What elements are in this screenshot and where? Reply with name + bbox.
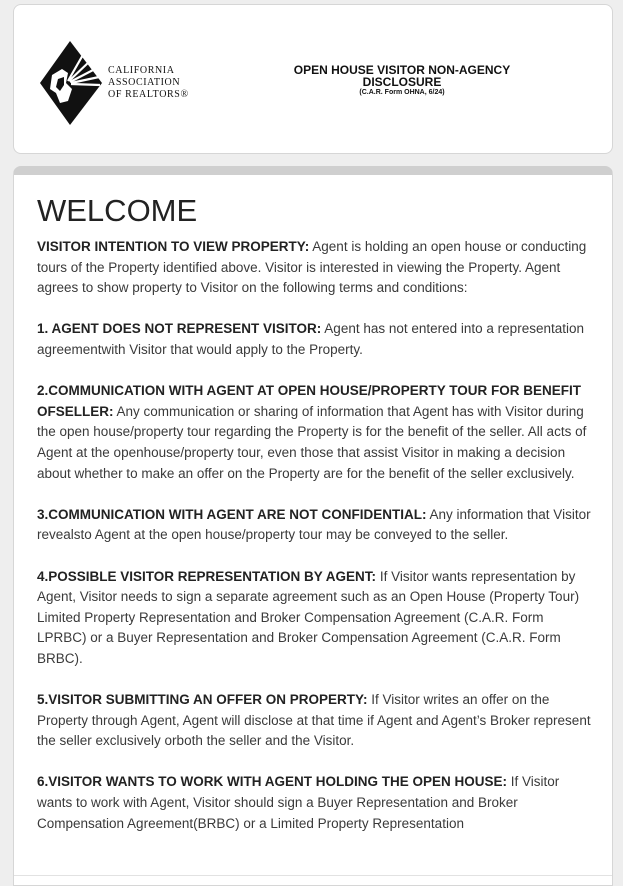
logo-line-3: OF REALTORS® [108,89,189,100]
paragraph-agent-not-represent [37,319,593,360]
welcome-heading: WELCOME [37,193,198,228]
paragraph-text: If Visitor wants representation by Agent, Visitor needs to sign a separate agreement such as an Open House (Property Tour) Limited Property Representation and Broker Compensation Agreement (C.A.R. Form LPRBC) or a Buyer Representation and Broker Compensation Agreement (C.A.R. Form BRBC). [37,568,580,666]
paragraph-title: 6.VISITOR WANTS TO WORK WITH AGENT HOLDING THE OPEN HOUSE: [37,774,508,790]
car-logo-text [108,65,189,101]
paragraph-title: 1. AGENT DOES NOT REPRESENT VISITOR: [37,321,322,337]
paragraph-text: Any information that Visitor revealsto Agent at the open house/property tour may be conveyed to the seller. [37,506,591,543]
disclosure-body [37,237,593,855]
paragraph-visitor-intention [37,237,593,299]
form-title [272,64,532,97]
paragraph-title: 2.COMMUNICATION WITH AGENT AT OPEN HOUSE/PROPERTY TOUR FOR BENEFIT OFSELLER: [37,383,582,419]
paragraph-text: Agent is holding an open house or conducting tours of the Property identified above. Visitor is interested in viewing the Property. Agent agrees to show property to Visitor on the following terms and conditions: [37,239,587,296]
paragraph-title: 4.POSSIBLE VISITOR REPRESENTATION BY AGENT: [37,568,377,584]
paragraph-text: Agent has not entered into a representation agreementwith Visitor that would apply to the Property. [37,321,584,357]
paragraph-not-confidential [37,505,593,546]
paragraph-work-with-agent [37,772,593,834]
form-code: (C.A.R. Form OHNA, 6/24) [359,89,445,96]
paragraph-title: 3.COMMUNICATION WITH AGENT ARE NOT CONFIDENTIAL: [37,506,427,522]
car-logo-emblem-icon [38,39,104,127]
car-logo [38,39,198,127]
paragraph-title: 5.VISITOR SUBMITTING AN OFFER ON PROPERTY: [37,692,368,708]
form-title-line-1: OPEN HOUSE VISITOR NON-AGENCY [293,63,511,77]
paragraph-possible-representation [37,567,593,670]
paragraph-text: Any communication or sharing of information that Agent has with Visitor during the open house/property tour regarding the Property is for the benefit of the seller. All acts of Agent at the openhouse/property tour, even those that assist Visitor in making a decision about whether to make an offer on the Property are for the benefit of the seller exclusively. [37,403,587,481]
paragraph-text: If Visitor writes an offer on the Property through Agent, Agent will disclose at that time if Agent and Agent’s Broker represent the seller exclusively orboth the seller and the Visitor. [37,692,591,749]
paragraph-submitting-offer [37,690,593,752]
form-title-line-2: DISCLOSURE [362,75,442,89]
logo-line-1: CALIFORNIA [108,65,175,76]
paragraph-communication-benefit [37,381,593,484]
section-divider [14,875,612,876]
logo-line-2: ASSOCIATION [108,77,181,88]
content-card [13,166,613,886]
paragraph-title: VISITOR INTENTION TO VIEW PROPERTY: [37,239,310,254]
header-card [13,4,613,154]
paragraph-text: If Visitor wants to work with Agent, Visitor should sign a Buyer Representation and Broker Compensation Agreement(BRBC) or a Limited Property Representation [37,774,560,831]
